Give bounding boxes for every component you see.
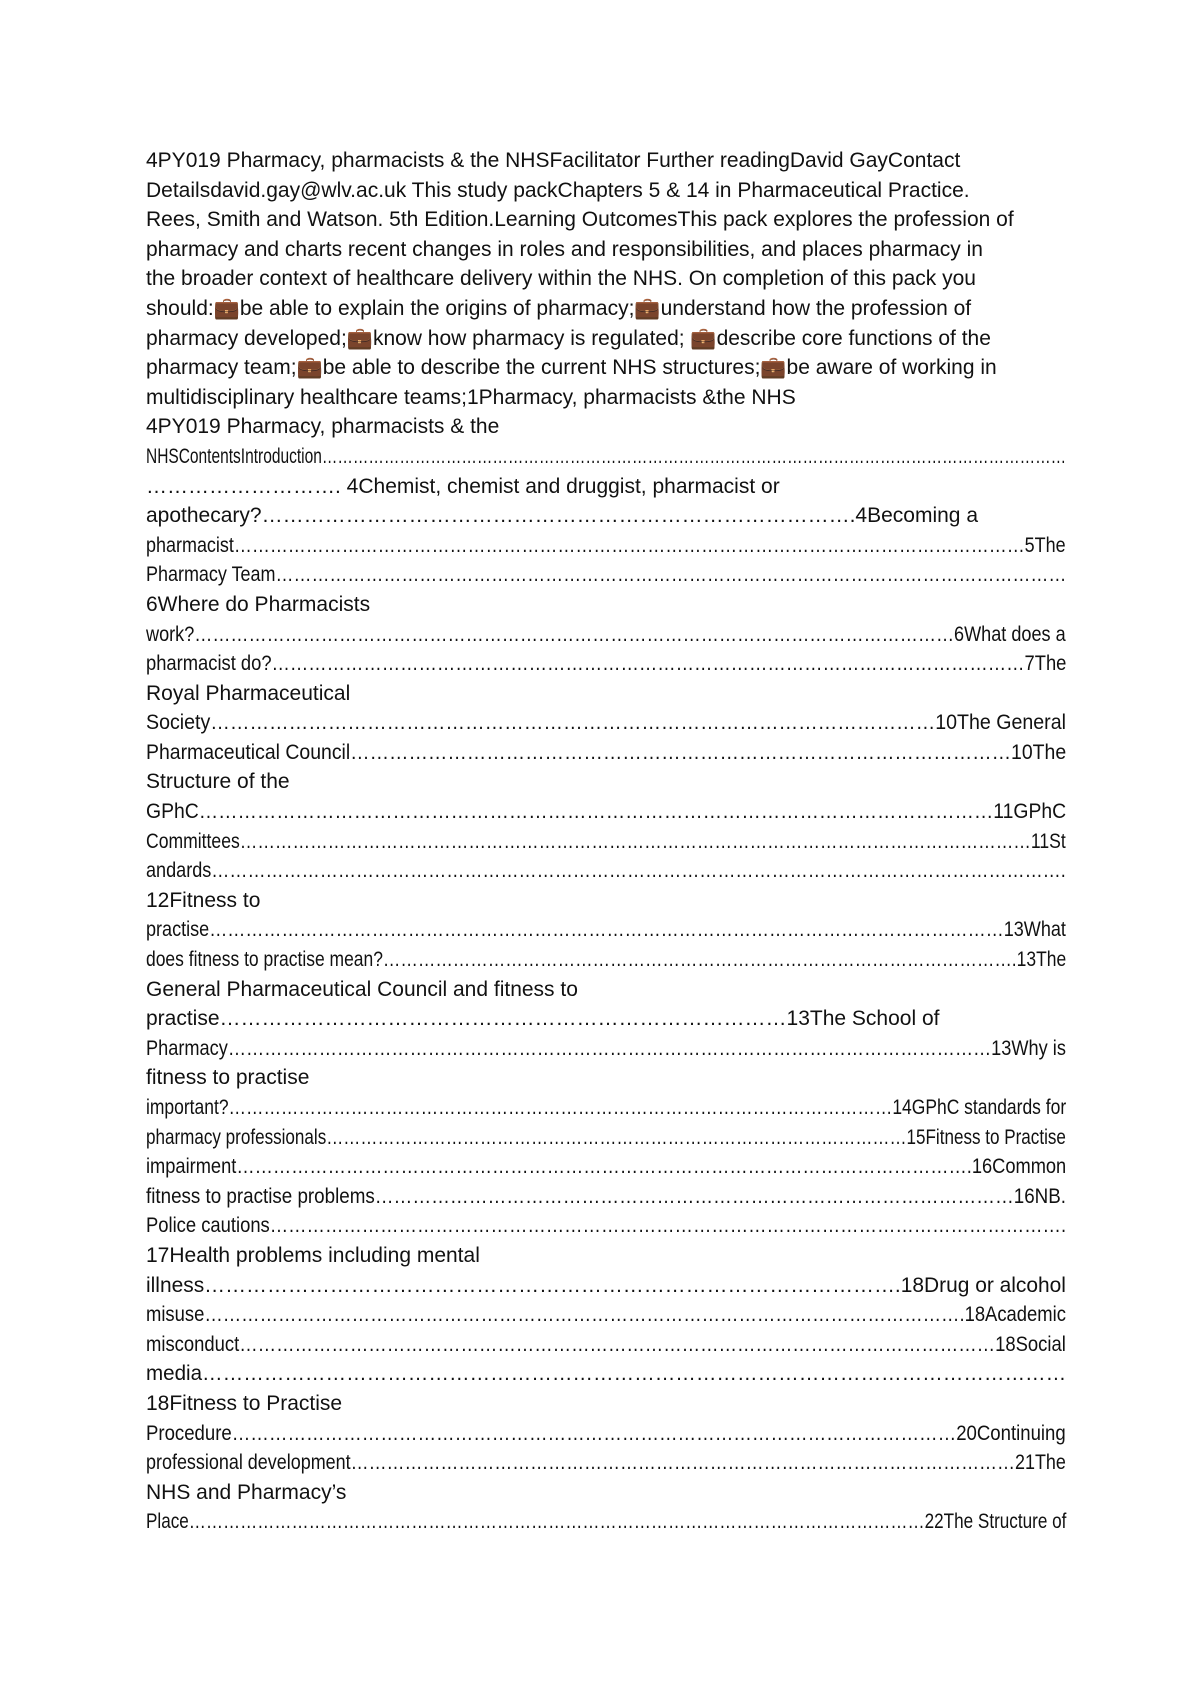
text-line: Pharmaceutical Council…………………………………………………………………………………………10The — [146, 740, 1067, 764]
text-line: pharmacy professionals…………………………………………………………………………………………15Fitness to Practise — [146, 1125, 1066, 1149]
text-line: andards……………………………………………………………………………………………………………………………. — [146, 859, 1066, 883]
text-line: Procedure………………………………………………………………………………………………………20Continuing — [146, 1421, 1066, 1445]
text-line: NHSContentsIntroduction……………………………………………………………………………………………………………………………… — [146, 444, 1067, 468]
text-line: pharmacy developed;💼know how pharmacy is regulated; 💼describe core functions of the — [146, 326, 991, 350]
text-line: NHS and Pharmacy’s — [146, 1480, 347, 1504]
text-line: Society…………………………………………………………………………………………………10The General — [146, 711, 1066, 735]
text-line: misconduct……………………………………………………………………………………………………………18Social — [146, 1332, 1066, 1356]
text-line: the broader context of healthcare delivery within the NHS. On completion of this pack you — [146, 267, 976, 291]
text-line: work?………………………………………………………………………………………………………………6What does a — [146, 622, 1066, 646]
text-line: fitness to practise — [146, 1066, 310, 1090]
text-line: pharmacy and charts recent changes in roles and responsibilities, and places pharmacy in — [146, 237, 983, 261]
text-line: 18Fitness to Practise — [146, 1391, 343, 1415]
text-line: pharmacist……………………………………………………………………………………………………………………5The — [146, 533, 1066, 557]
text-line: Rees, Smith and Watson. 5th Edition.Learning OutcomesThis pack explores the profession of — [146, 208, 1014, 232]
document-text — [146, 146, 1066, 1537]
text-line: misuse…………………………………………………………………………………………………………….18Academic — [146, 1303, 1066, 1327]
text-line: media……………………………………………………………………………………………………………… — [146, 1362, 1067, 1386]
text-line: 17Health problems including mental — [146, 1243, 480, 1267]
text-line: Pharmacy Team…………………………………………………………………………………………………………………… — [146, 563, 1067, 587]
text-line: GPhC……………………………………………………………………………………………………………11GPhC — [146, 800, 1067, 824]
text-line: 4PY019 Pharmacy, pharmacists & the NHSFacilitator Further readingDavid GayContact — [146, 149, 961, 172]
text-line: fitness to practise problems…………………………………………………………………………………………16NB. — [146, 1184, 1066, 1208]
text-line: pharmacist do?……………………………………………………………………………………………………………7The — [146, 652, 1067, 676]
text-line: pharmacy team;💼be able to describe the current NHS structures;💼be aware of working in — [146, 356, 997, 380]
text-line: professional development…………………………………………………………………………………………………21The — [146, 1451, 1066, 1475]
text-line: Place…………………………………………………………………………………………………………………22The Structure of — [146, 1510, 1067, 1534]
text-line: 6Where do Pharmacists — [146, 592, 371, 616]
text-line: 4PY019 Pharmacy, pharmacists & the — [146, 415, 500, 439]
text-line: 12Fitness to — [146, 888, 261, 912]
text-line: Police cautions…………………………………………………………………………………………………………………. — [146, 1214, 1067, 1238]
text-line: General Pharmaceutical Council and fitness to — [146, 977, 578, 1001]
text-line: Structure of the — [146, 770, 290, 794]
text-line: ………………………. 4Chemist, chemist and druggist, pharmacist or — [146, 474, 780, 498]
text-line: Detailsdavid.gay@wlv.ac.uk This study packChapters 5 & 14 in Pharmaceutical Practice. — [146, 178, 970, 202]
text-line: impairment………………………………………………………………………………………………………….16Common — [146, 1155, 1067, 1179]
text-line: Pharmacy………………………………………………………………………………………………………………13Why is — [146, 1036, 1066, 1060]
text-line: practise………………………………………………………………………13The School of — [146, 1007, 940, 1031]
text-line: Royal Pharmaceutical — [146, 681, 351, 705]
text-line: illness……………………………………………………………………………………….18Drug or alcohol — [146, 1273, 1066, 1297]
text-line: apothecary?………………………………………………………………………….4Becoming a — [146, 504, 978, 528]
text-line: multidisciplinary healthcare teams;1Pharmacy, pharmacists &the NHS — [146, 385, 796, 409]
text-line: Committees………………………………………………………………………………………………………………………11St — [146, 829, 1066, 853]
text-line: important?……………………………………………………………………………………………………14GPhC standards for — [146, 1096, 1067, 1119]
text-line: does fitness to practise mean?……………………………………………………………………………………………….13The — [146, 948, 1067, 972]
text-line: should:💼be able to explain the origins of pharmacy;💼understand how the profession of — [146, 296, 972, 320]
text-line: practise……………………………………………………………………………………………………………………13What — [146, 918, 1066, 942]
